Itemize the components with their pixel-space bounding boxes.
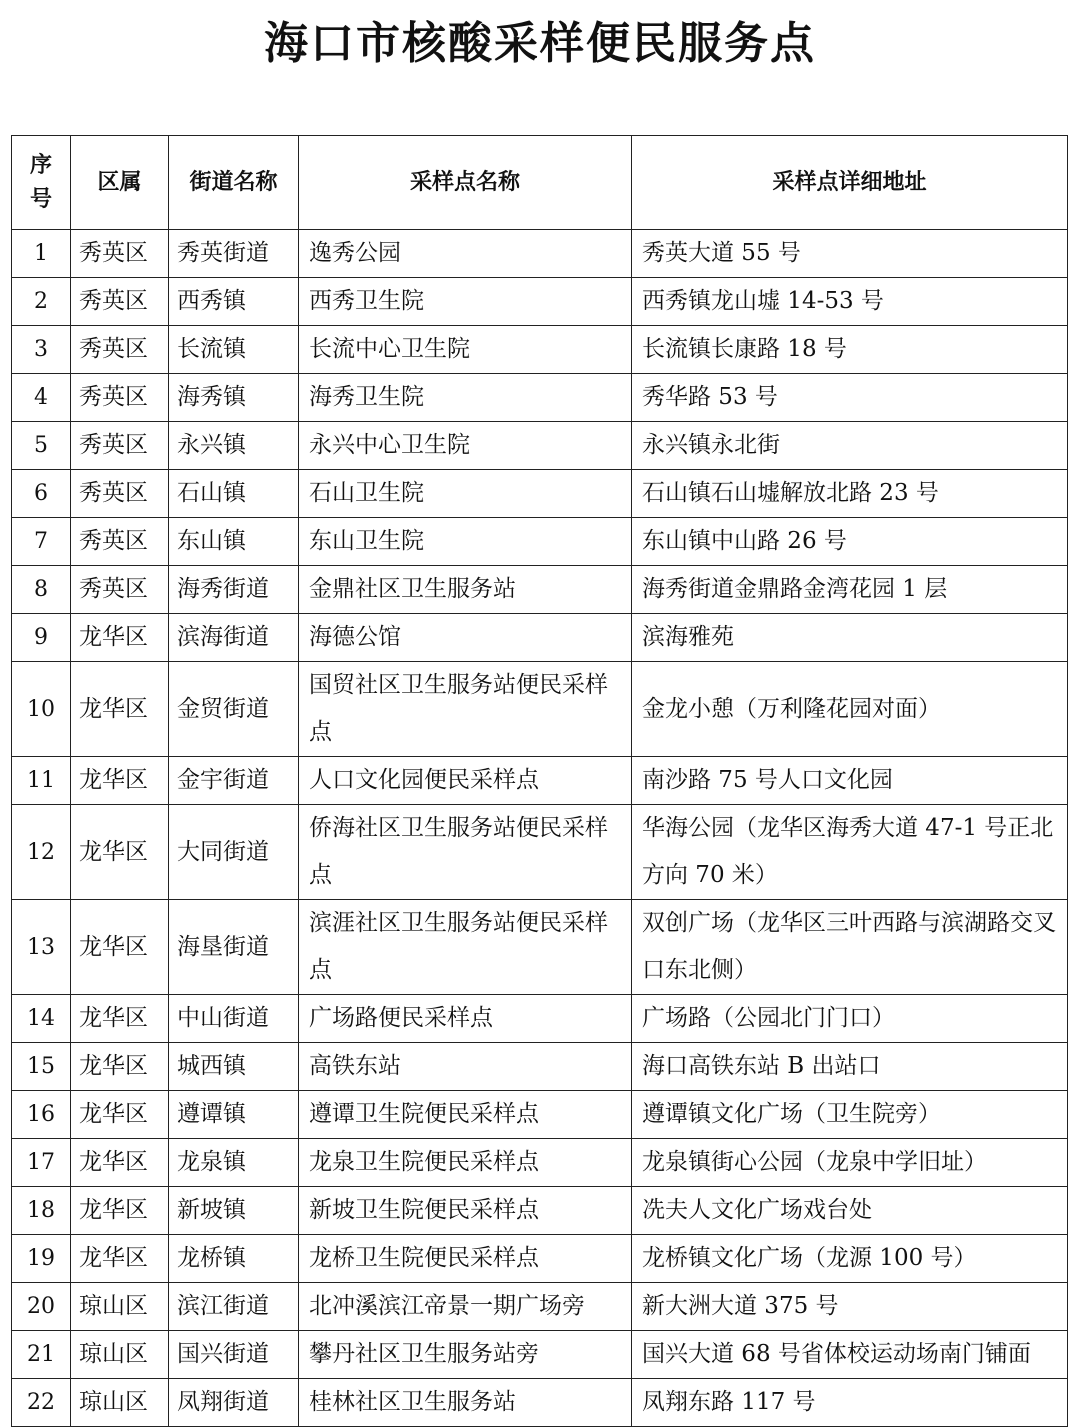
- district-cell: 秀英区: [71, 518, 169, 566]
- site-name-cell: 新坡卫生院便民采样点: [299, 1187, 632, 1235]
- site-name-cell: 桂林社区卫生服务站: [299, 1379, 632, 1427]
- address-cell: 西秀镇龙山墟 14-53 号: [632, 278, 1068, 326]
- address-cell: 国兴大道 68 号省体校运动场南门铺面: [632, 1331, 1068, 1379]
- district-cell: 龙华区: [71, 1091, 169, 1139]
- district-cell: 琼山区: [71, 1283, 169, 1331]
- district-cell: 龙华区: [71, 662, 169, 757]
- table-row: [12, 1043, 1068, 1091]
- table-row: [12, 326, 1068, 374]
- district-cell: 秀英区: [71, 422, 169, 470]
- address-cell: 龙桥镇文化广场（龙源 100 号）: [632, 1235, 1068, 1283]
- district-cell: 龙华区: [71, 900, 169, 995]
- site-name-cell: 高铁东站: [299, 1043, 632, 1091]
- address-cell: 双创广场（龙华区三叶西路与滨湖路交叉口东北侧）: [632, 900, 1068, 995]
- street-cell: 秀英街道: [169, 230, 299, 278]
- site-name-cell: 西秀卫生院: [299, 278, 632, 326]
- street-cell: 永兴镇: [169, 422, 299, 470]
- district-cell: 秀英区: [71, 278, 169, 326]
- site-name-cell: 海德公馆: [299, 614, 632, 662]
- address-cell: 永兴镇永北街: [632, 422, 1068, 470]
- row-number: 3: [12, 326, 71, 374]
- table-row: [12, 230, 1068, 278]
- street-cell: 海秀街道: [169, 566, 299, 614]
- header-address: 采样点详细地址: [632, 136, 1068, 230]
- street-cell: 龙泉镇: [169, 1139, 299, 1187]
- street-cell: 凤翔街道: [169, 1379, 299, 1427]
- address-cell: 凤翔东路 117 号: [632, 1379, 1068, 1427]
- site-name-cell: 国贸社区卫生服务站便民采样点: [299, 662, 632, 757]
- row-number: 22: [12, 1379, 71, 1427]
- address-cell: 冼夫人文化广场戏台处: [632, 1187, 1068, 1235]
- table-row: [12, 518, 1068, 566]
- row-number: 8: [12, 566, 71, 614]
- address-cell: 金龙小憩（万利隆花园对面）: [632, 662, 1068, 757]
- street-cell: 中山街道: [169, 995, 299, 1043]
- address-cell: 遵谭镇文化广场（卫生院旁）: [632, 1091, 1068, 1139]
- table-row: [12, 1235, 1068, 1283]
- row-number: 19: [12, 1235, 71, 1283]
- site-name-cell: 石山卫生院: [299, 470, 632, 518]
- district-cell: 龙华区: [71, 1139, 169, 1187]
- row-number: 21: [12, 1331, 71, 1379]
- site-name-cell: 东山卫生院: [299, 518, 632, 566]
- table-row: [12, 1091, 1068, 1139]
- row-number: 4: [12, 374, 71, 422]
- site-name-cell: 广场路便民采样点: [299, 995, 632, 1043]
- street-cell: 新坡镇: [169, 1187, 299, 1235]
- table-row: [12, 995, 1068, 1043]
- street-cell: 金宇街道: [169, 757, 299, 805]
- row-number: 6: [12, 470, 71, 518]
- district-cell: 琼山区: [71, 1331, 169, 1379]
- district-cell: 秀英区: [71, 566, 169, 614]
- address-cell: 长流镇长康路 18 号: [632, 326, 1068, 374]
- address-cell: 海口高铁东站 B 出站口: [632, 1043, 1068, 1091]
- address-cell: 海秀街道金鼎路金湾花园 1 层: [632, 566, 1068, 614]
- district-cell: 秀英区: [71, 374, 169, 422]
- table-row: [12, 470, 1068, 518]
- header-street: 街道名称: [169, 136, 299, 230]
- street-cell: 遵谭镇: [169, 1091, 299, 1139]
- street-cell: 国兴街道: [169, 1331, 299, 1379]
- table-row: [12, 422, 1068, 470]
- street-cell: 大同街道: [169, 805, 299, 900]
- address-cell: 秀华路 53 号: [632, 374, 1068, 422]
- street-cell: 石山镇: [169, 470, 299, 518]
- address-cell: 华海公园（龙华区海秀大道 47-1 号正北方向 70 米）: [632, 805, 1068, 900]
- row-number: 17: [12, 1139, 71, 1187]
- district-cell: 龙华区: [71, 1235, 169, 1283]
- site-name-cell: 侨海社区卫生服务站便民采样点: [299, 805, 632, 900]
- row-number: 13: [12, 900, 71, 995]
- site-name-cell: 永兴中心卫生院: [299, 422, 632, 470]
- table-row: [12, 1187, 1068, 1235]
- table-row: [12, 614, 1068, 662]
- site-name-cell: 海秀卫生院: [299, 374, 632, 422]
- table-row: [12, 1379, 1068, 1427]
- sampling-sites-table: [11, 135, 1068, 1427]
- table-body: [12, 230, 1068, 1427]
- street-cell: 龙桥镇: [169, 1235, 299, 1283]
- street-cell: 金贸街道: [169, 662, 299, 757]
- table-row: [12, 1139, 1068, 1187]
- street-cell: 滨江街道: [169, 1283, 299, 1331]
- row-number: 5: [12, 422, 71, 470]
- header-no: 序号: [12, 136, 71, 230]
- street-cell: 西秀镇: [169, 278, 299, 326]
- street-cell: 滨海街道: [169, 614, 299, 662]
- street-cell: 东山镇: [169, 518, 299, 566]
- table-row: [12, 757, 1068, 805]
- address-cell: 石山镇石山墟解放北路 23 号: [632, 470, 1068, 518]
- table-header-row: [12, 136, 1068, 230]
- row-number: 7: [12, 518, 71, 566]
- street-cell: 海垦街道: [169, 900, 299, 995]
- address-cell: 南沙路 75 号人口文化园: [632, 757, 1068, 805]
- site-name-cell: 遵谭卫生院便民采样点: [299, 1091, 632, 1139]
- site-name-cell: 北冲溪滨江帝景一期广场旁: [299, 1283, 632, 1331]
- row-number: 12: [12, 805, 71, 900]
- district-cell: 秀英区: [71, 470, 169, 518]
- site-name-cell: 龙桥卫生院便民采样点: [299, 1235, 632, 1283]
- row-number: 16: [12, 1091, 71, 1139]
- district-cell: 龙华区: [71, 1043, 169, 1091]
- page-title: 海口市核酸采样便民服务点: [264, 18, 816, 69]
- table-row: [12, 900, 1068, 995]
- row-number: 20: [12, 1283, 71, 1331]
- street-cell: 长流镇: [169, 326, 299, 374]
- row-number: 1: [12, 230, 71, 278]
- table-row: [12, 374, 1068, 422]
- site-name-cell: 人口文化园便民采样点: [299, 757, 632, 805]
- row-number: 18: [12, 1187, 71, 1235]
- site-name-cell: 长流中心卫生院: [299, 326, 632, 374]
- table-row: [12, 1283, 1068, 1331]
- district-cell: 龙华区: [71, 614, 169, 662]
- table-row: [12, 805, 1068, 900]
- table-row: [12, 566, 1068, 614]
- row-number: 9: [12, 614, 71, 662]
- district-cell: 秀英区: [71, 326, 169, 374]
- row-number: 2: [12, 278, 71, 326]
- district-cell: 龙华区: [71, 1187, 169, 1235]
- site-name-cell: 滨涯社区卫生服务站便民采样点: [299, 900, 632, 995]
- table-row: [12, 1331, 1068, 1379]
- district-cell: 龙华区: [71, 757, 169, 805]
- site-name-cell: 攀丹社区卫生服务站旁: [299, 1331, 632, 1379]
- table-row: [12, 278, 1068, 326]
- district-cell: 龙华区: [71, 805, 169, 900]
- site-name-cell: 龙泉卫生院便民采样点: [299, 1139, 632, 1187]
- address-cell: 东山镇中山路 26 号: [632, 518, 1068, 566]
- address-cell: 秀英大道 55 号: [632, 230, 1068, 278]
- address-cell: 新大洲大道 375 号: [632, 1283, 1068, 1331]
- street-cell: 城西镇: [169, 1043, 299, 1091]
- table-row: [12, 662, 1068, 757]
- street-cell: 海秀镇: [169, 374, 299, 422]
- row-number: 14: [12, 995, 71, 1043]
- site-name-cell: 金鼎社区卫生服务站: [299, 566, 632, 614]
- district-cell: 龙华区: [71, 995, 169, 1043]
- district-cell: 琼山区: [71, 1379, 169, 1427]
- header-site: 采样点名称: [299, 136, 632, 230]
- address-cell: 广场路（公园北门门口）: [632, 995, 1068, 1043]
- address-cell: 滨海雅苑: [632, 614, 1068, 662]
- row-number: 11: [12, 757, 71, 805]
- site-name-cell: 逸秀公园: [299, 230, 632, 278]
- row-number: 10: [12, 662, 71, 757]
- row-number: 15: [12, 1043, 71, 1091]
- address-cell: 龙泉镇街心公园（龙泉中学旧址）: [632, 1139, 1068, 1187]
- district-cell: 秀英区: [71, 230, 169, 278]
- header-district: 区属: [71, 136, 169, 230]
